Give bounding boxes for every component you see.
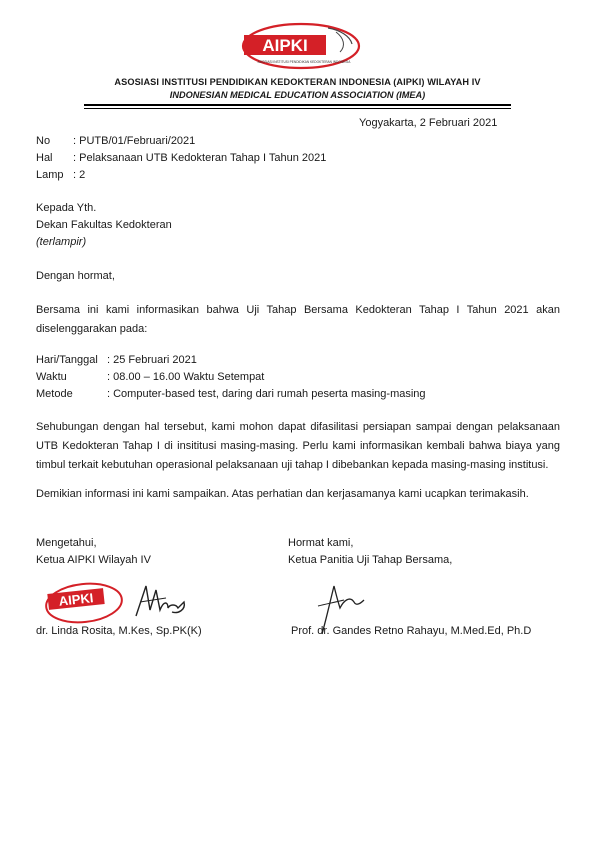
org-name-en: INDONESIAN MEDICAL EDUCATION ASSOCIATION (IMEA)	[169, 90, 426, 100]
schedule-label-method: Metode	[36, 388, 73, 400]
recipient-line3: (terlampir)	[36, 236, 87, 248]
svg-text:AIPKI: AIPKI	[262, 36, 308, 55]
sig-left-line2: Ketua AIPKI Wilayah IV	[36, 554, 151, 566]
meta-label-no: No	[36, 135, 51, 147]
sig-right-line2: Ketua Panitia Uji Tahap Bersama,	[288, 554, 453, 566]
sig-left-line1: Mengetahui,	[36, 537, 97, 549]
recipient-line1: Kepada Yth.	[36, 202, 97, 214]
aipki-logo	[240, 22, 362, 72]
date-line: Yogyakarta, 2 Februari 2021	[359, 117, 498, 129]
schedule-value-time: : 08.00 – 16.00 Waktu Setempat	[107, 371, 265, 383]
aipki-stamp-signature	[44, 580, 194, 630]
body-paragraph: Sehubungan dengan hal tersebut, kami mohon dapat difasilitasi persiapan sampai dengan pelaksanaan UTB Kedokteran Tahap I di insititusi masing-masing. Perlu kami informasikan kembali bahwa biaya yang timbul terkait kebutuhan operasional pelaksanaan uji tahap I dibebankan kepada masing-masing institusi.	[36, 421, 560, 471]
schedule-label-time: Waktu	[36, 371, 67, 383]
meta-value-lamp: : 2	[73, 169, 86, 181]
meta-value-no: : PUTB/01/Februari/2021	[73, 135, 196, 147]
svg-text:ASOSIASI INSTITUSI PENDIDIKAN: ASOSIASI INSTITUSI PENDIDIKAN KEDOKTERAN INDONESIA	[257, 60, 351, 64]
sig-right-name: Prof. dr. Gandes Retno Rahayu, M.Med.Ed, Ph.D	[291, 625, 532, 637]
sig-left-name: dr. Linda Rosita, M.Kes, Sp.PK(K)	[36, 625, 202, 637]
schedule-value-date: : 25 Februari 2021	[107, 354, 197, 366]
schedule-label-date: Hari/Tanggal	[36, 354, 98, 366]
header-rule-thin	[84, 108, 511, 109]
sig-right-line1: Hormat kami,	[288, 537, 354, 549]
meta-label-hal: Hal	[36, 152, 53, 164]
header-rule	[84, 104, 511, 106]
meta-value-hal: : Pelaksanaan UTB Kedokteran Tahap I Tahun 2021	[73, 152, 327, 164]
svg-text:AIPKI: AIPKI	[58, 590, 95, 609]
closing-paragraph: Demikian informasi ini kami sampaikan. Atas perhatian dan kerjasamanya kami ucapkan terimakasih.	[36, 488, 529, 500]
org-name: ASOSIASI INSTITUSI PENDIDIKAN KEDOKTERAN INDONESIA (AIPKI) WILAYAH IV	[114, 77, 481, 87]
recipient-line2: Dekan Fakultas Kedokteran	[36, 219, 172, 231]
greeting: Dengan hormat,	[36, 270, 115, 282]
intro-paragraph: Bersama ini kami informasikan bahwa Uji Tahap Bersama Kedokteran Tahap I Tahun 2021 akan diselenggarakan pada:	[36, 304, 560, 335]
schedule-value-method: : Computer-based test, daring dari rumah peserta masing-masing	[107, 388, 426, 400]
meta-label-lamp: Lamp	[36, 169, 64, 181]
